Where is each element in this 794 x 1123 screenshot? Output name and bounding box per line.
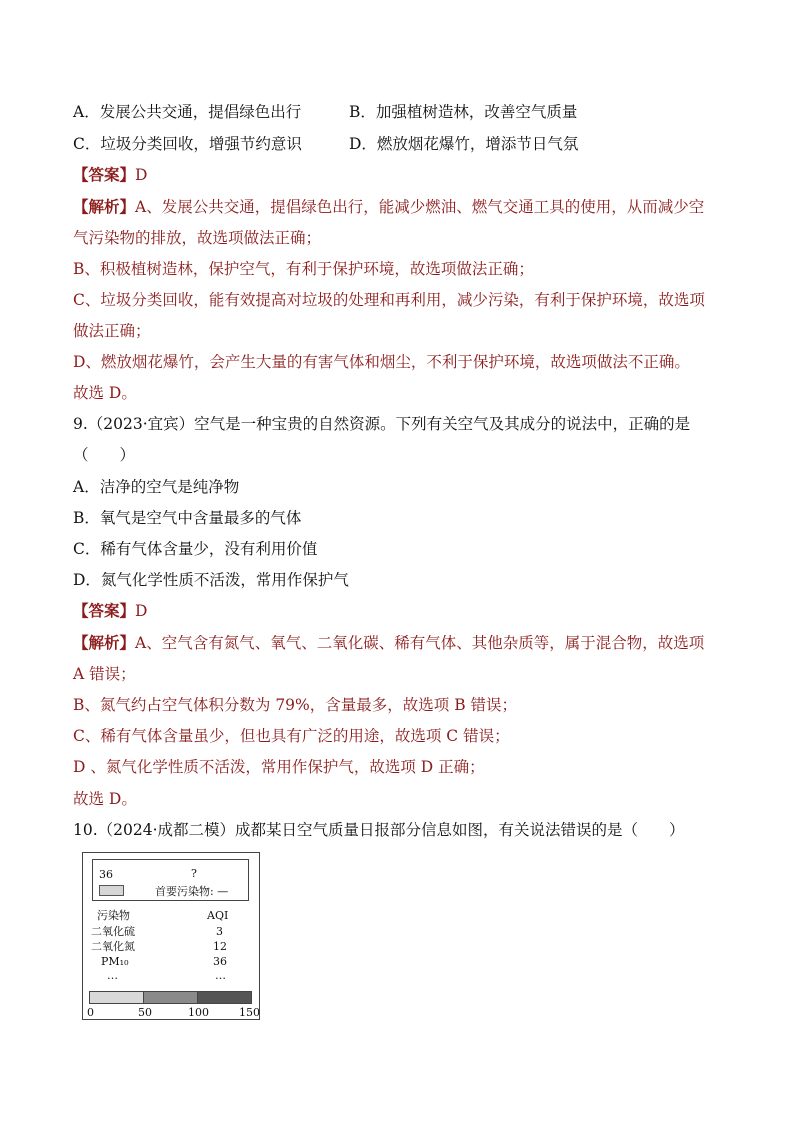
aqi-scale-segment [197,991,252,1004]
q9-option-c: C．稀有气体含量少，没有利用价值 [73,540,318,558]
col-pollutant: 污染物 [97,909,130,922]
q9-stem: 9.（2023·宜宾）空气是一种宝贵的自然资源。下列有关空气及其成分的说法中，正确的是 [73,415,691,433]
q8-analysis-line: B、积极植树造林，保护空气，有利于保护环境，故选项做法正确； [73,260,534,278]
pollutant-name: … [107,969,118,982]
q8-analysis-line: D、燃放烟花爆竹，会产生大量的有害气体和烟尘，不利于保护环境，故选项做法不正确。 [73,353,690,371]
q9-option-a: A．洁净的空气是纯净物 [73,478,240,496]
aqi-scale-segment [143,991,198,1004]
q9-analysis-line: C、稀有气体含量虽少，但也具有广泛的用途，故选项 C 错误； [73,727,510,745]
aqi-value: 36 [99,868,113,881]
q9-analysis-line: B、氮气约占空气体积分数为 79%，含量最多，故选项 B 错误； [73,696,518,714]
answer-value: D [135,602,148,620]
q8-analysis-line: 气污染物的排放，故选项做法正确； [73,229,322,247]
answer-tag: 【答案】 [73,165,136,184]
q9-analysis-line: A 错误； [73,665,136,683]
pollutant-name: PM₁₀ [101,955,129,968]
q8-option-b: B．加强植树造林，改善空气质量 [349,103,578,121]
scale-tick: 100 [188,1006,209,1019]
q10-stem: 10.（2024·成都二模）成都某日空气质量日报部分信息如图，有关说法错误的是（ ） [73,821,685,839]
pollutant-aqi: 36 [213,955,227,968]
q8-analysis-line: 故选 D。 [73,384,137,402]
analysis-text: A、发展公共交通，提倡绿色出行，能减少燃油、燃气交通工具的使用，从而减少空 [135,198,705,216]
scale-tick: 50 [138,1006,152,1019]
pollutant-aqi: … [215,969,226,982]
analysis-tag: 【解析】 [73,197,136,216]
aqi-level-swatch [99,885,124,896]
q8-analysis-line: 做法正确； [73,322,151,340]
q8-option-a: A．发展公共交通，提倡绿色出行 [73,103,302,121]
q9-analysis-line [73,633,704,653]
aqi-level-unknown: ? [191,867,197,880]
q9-stem-bracket: （ ） [73,446,136,464]
air-quality-report-figure [82,852,260,1020]
answer-tag: 【答案】 [73,601,136,620]
aqi-summary-box [92,859,249,901]
q9-option-d: D．氮气化学性质不活泼，常用作保护气 [73,571,349,589]
analysis-tag: 【解析】 [73,633,136,652]
q9-option-b: B．氧气是空气中含量最多的气体 [73,509,302,527]
pollutant-aqi: 3 [216,925,223,938]
scale-tick: 150 [239,1006,260,1019]
q8-answer [73,165,147,185]
pollutant-name: 二氧化氮 [91,940,135,953]
col-aqi: AQI [207,909,229,922]
q8-analysis-line: C、垃圾分类回收，能有效提高对垃圾的处理和再利用，减少污染，有利于保护环境，故选项 [73,291,705,309]
pollutant-aqi: 12 [213,940,227,953]
scale-tick: 0 [87,1006,94,1019]
q8-option-c: C．垃圾分类回收，增强节约意识 [73,135,302,153]
q8-analysis-line [73,197,704,217]
answer-value: D [135,166,148,184]
primary-pollutant: 首要污染物: — [155,885,229,898]
q8-option-d: D．燃放烟花爆竹，增添节日气氛 [349,135,579,153]
aqi-scale-segment [89,991,144,1004]
q9-analysis-line: 故选 D。 [73,790,137,808]
q9-analysis-line: D 、氮气化学性质不活泼，常用作保护气，故选项 D 正确； [73,758,485,776]
pollutant-name: 二氧化硫 [91,925,135,938]
q9-answer [73,601,147,621]
analysis-text: A、空气含有氮气、氧气、二氧化碳、稀有气体、其他杂质等，属于混合物，故选项 [135,634,705,652]
